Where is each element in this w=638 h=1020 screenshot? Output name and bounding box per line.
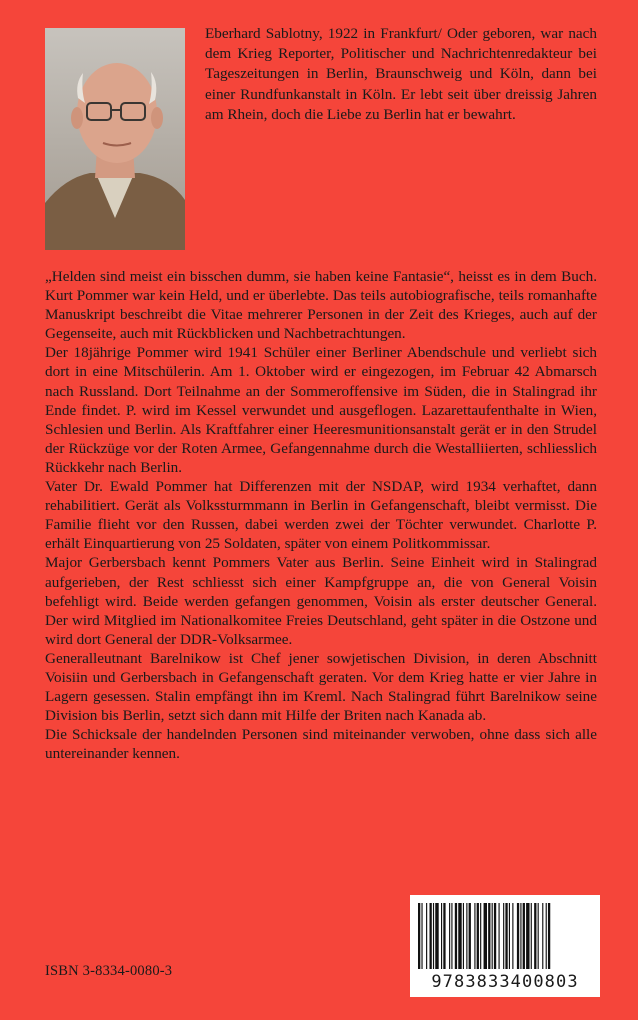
description-paragraph-6: Die Schicksale der handelnden Personen sind miteinander verwoben, ohne dass sich alle untereinander kennen. <box>45 726 597 763</box>
author-portrait-image <box>45 28 185 250</box>
author-photo <box>45 28 185 250</box>
description-paragraph-4: Major Gerbersbach kennt Pommers Vater aus Berlin. Seine Einheit wird in Stalingrad aufgerieben, der Rest schliesst sich einer Kampfgruppe an, die von General Voisin befehligt wird. Beide werden gefangen genommen, Voisin als erster deutscher General. Der wird Mitglied im Nationalkomitee Freies Deutschland, geht später in die Ostzone und wird dort General der DDR-Volksarmee. <box>45 554 597 648</box>
book-description <box>45 267 597 763</box>
description-paragraph-1: „Helden sind meist ein bisschen dumm, sie haben keine Fantasie“, heisst es in dem Buch. Kurt Pommer war kein Held, und er überlebte. Das teils autobiografische, teils romanhafte Manuskript beschreibt die Vitae mehrerer Personen in der Zeit des Krieges, auch auf der Gegenseite, auch mit Rückblicken und Nachbetrachtungen. <box>45 268 597 343</box>
author-bio: Eberhard Sablotny, 1922 in Frankfurt/ Oder geboren, war nach dem Krieg Reporter, Politischer und Nachrichtenredakteur bei Tageszeitungen in Berlin, Braunschweig und Köln, dann bei einer Rundfunkanstalt in Köln. Er lebt seit über dreissig Jahren am Rhein, doch die Liebe zu Berlin hat er bewahrt. <box>205 25 597 123</box>
barcode-number: 9783833400803 <box>431 972 579 992</box>
description-paragraph-2: Der 18jährige Pommer wird 1941 Schüler einer Berliner Abendschule und verliebt sich dort in eine Mitschülerin. Am 1. Oktober wird er eingezogen, im Februar 42 Abmarsch nach Russland. Dort Teilnahme an der Sommeroffensive im Süden, die in Stalingrad ihr Ende findet. P. wird im Kessel verwundet und ausgeflogen. Lazarettaufenthalte in Wien, Schlesien und Berlin. Als Kraftfahrer einer Heeresmunitionsanstalt gerät er in den Strudel der Rückzüge vor der Roten Armee, Gefangennahme durch die Westalliierten, schliesslich Rückkehr nach Berlin. <box>45 344 597 476</box>
barcode <box>410 895 600 997</box>
description-paragraph-3: Vater Dr. Ewald Pommer hat Differenzen mit der NSDAP, wird 1934 verhaftet, dann rehabilitiert. Gerät als Volkssturmmann in Berlin in Gefangenschaft, bleibt vermisst. Die Familie flieht vor den Russen, dabei werden zwei der Töchter verwundet. Charlotte P. erhält Einquartierung von 25 Soldaten, später von einem Politkommissar. <box>45 478 597 553</box>
description-paragraph-5: Generalleutnant Barelnikow ist Chef jener sowjetischen Division, in deren Abschnitt Voisiin und Gerbersbach in Gefangenschaft geraten. Vor dem Krieg hatte er vier Jahre in Lagern gesessen. Stalin empfängt ihn im Kreml. Nach Stalingrad führt Barelnikow seine Division bis Berlin, setzt sich dann mit Hilfe der Briten nach Kanada ab. <box>45 649 597 725</box>
isbn-label: ISBN 3-8334-0080-3 <box>45 963 173 979</box>
